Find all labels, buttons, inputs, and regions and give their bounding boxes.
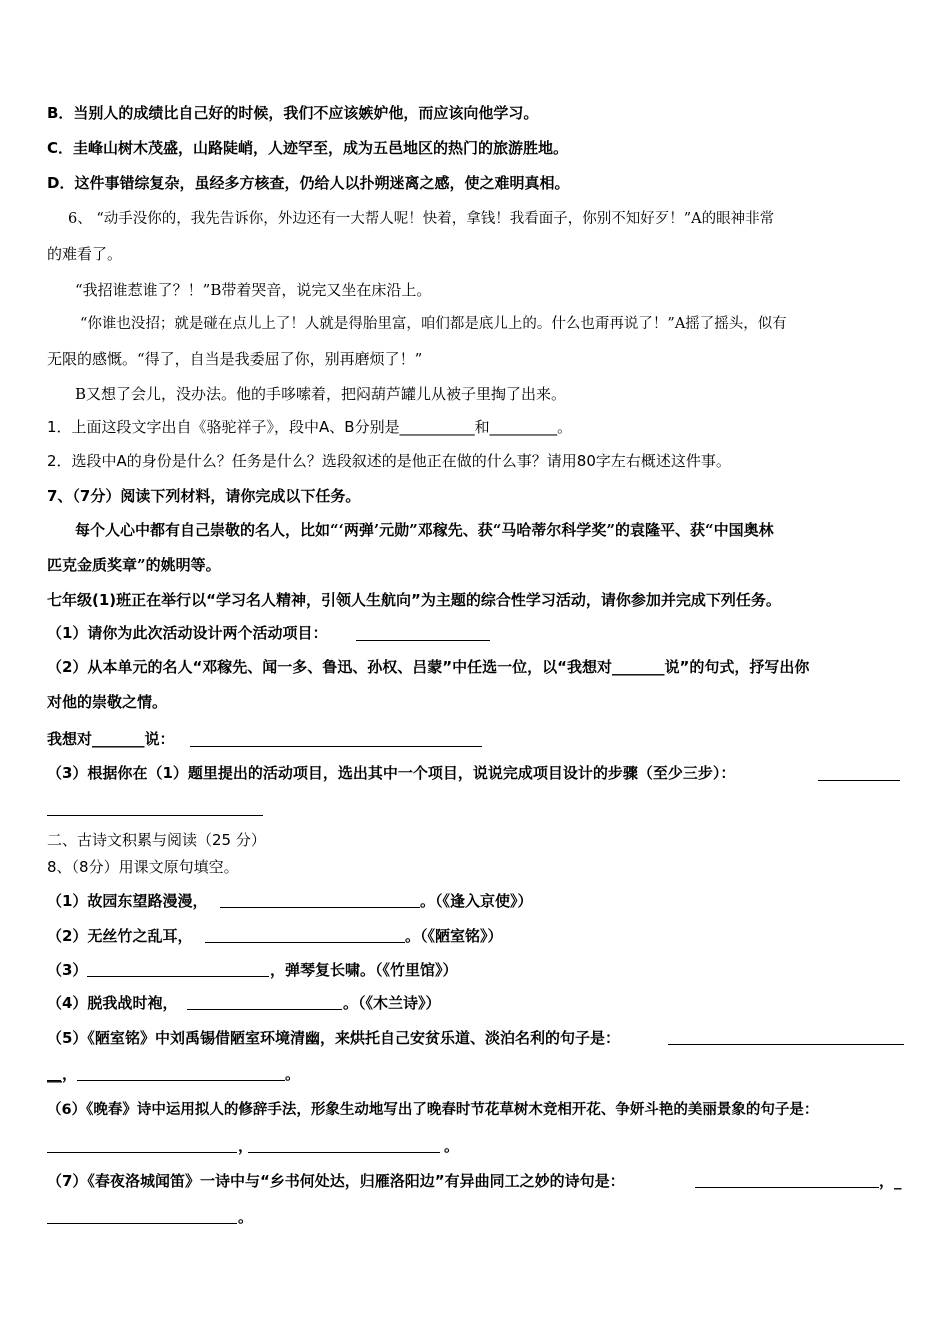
q8-item-4-prefix: （4）脱我战时袍， [47,994,178,1012]
answer-line [668,1044,904,1045]
q8-item-7: （7）《春夜洛城闻笛》一诗中与“乡书何处达，归雁洛阳边”有异曲同工之妙的诗句是： [47,1172,625,1190]
q8-item-4-suffix: 。（《木兰诗》） [343,994,441,1012]
q8-item-5-sep: __， [47,1065,78,1083]
answer-line [818,780,900,781]
option-d: D．这件事错综复杂，虽经多方核查，仍给人以扑朔迷离之感，使之难明真相。 [47,174,570,192]
q8-item-6: （6）《晚春》诗中运用拟人的修辞手法，形象生动地写出了晚春时节花草树木竞相开花、争妍斗艳的美丽景象的句子是： [47,1102,819,1118]
q8-item-5-end: 。 [285,1065,301,1083]
section-two-heading: 二、古诗文积累与阅读（25 分） [47,831,266,849]
answer-line [87,976,269,977]
q8-heading: 8、（8分）用课文原句填空。 [47,858,239,876]
answer-line [220,907,420,908]
q6-passage-line: “你谁也没招；就是碰在点儿上了！人就是得胎里富，咱们都是底儿上的。什么也甭再说了！”A摇了摇头，似有 [80,316,787,332]
option-c: C．圭峰山树木茂盛，山路陡峭，人迹罕至，成为五邑地区的热门的旅游胜地。 [47,139,569,157]
q7-heading: 7、（7分）阅读下列材料，请你完成以下任务。 [47,487,361,505]
q8-item-2-suffix: 。（《陋室铭》） [405,927,503,945]
q8-item-7-end: 。 [238,1208,254,1226]
answer-line [695,1187,879,1188]
q6-passage-line: B又想了会儿，没办法。他的手哆嗦着，把闷葫芦罐儿从被子里掏了出来。 [75,385,567,403]
q7-wish-prompt: 我想对_______说： [47,730,175,748]
q6-subquestion-2: 2．选段中A的身份是什么？任务是什么？选段叙述的是他正在做的什么事？请用80字左右概述这件事。 [47,452,731,470]
q6-passage-line: 无限的感慨。“得了，自当是我委屈了你，别再磨烦了！” [47,350,423,368]
q6-passage-line: “我招谁惹谁了？！”B带着哭音，说完又坐在床沿上。 [75,281,432,299]
option-b: B．当别人的成绩比自己好的时候，我们不应该嫉妒他，而应该向他学习。 [47,104,539,122]
q7-task-1: （1）请你为此次活动设计两个活动项目： [47,624,328,642]
q7-task-3: （3）根据你在（1）题里提出的活动项目，选出其中一个项目，说说完成项目设计的步骤（至少三步）： [47,764,736,782]
q8-item-1-prefix: （1）故园东望路漫漫， [47,892,208,910]
q7-intro: 七年级(1)班正在举行以“学习名人精神，引领人生航向”为主题的综合性学习活动，请你参加并完成下列任务。 [47,591,781,609]
q7-task-2: （2）从本单元的名人“邓稼先、闻一多、鲁迅、孙权、吕蒙”中任选一位，以“我想对_______说”的句式，抒写出你 [47,658,810,676]
q6-passage-line: 6、 “动手没你的，我先告诉你，外边还有一大帮人呢！快着，拿钱！我看面子，你别不知好歹！”A的眼神非常 [68,211,775,227]
q6-passage-line: 的难看了。 [47,245,123,263]
q8-item-2-prefix: （2）无丝竹之乱耳， [47,927,193,945]
q7-material-line: 每个人心中都有自己崇敬的名人，比如“‘两弹’元勋”邓稼先、获“马哈蒂尔科学奖”的袁隆平、获“中国奥林 [75,521,774,539]
answer-line [205,942,405,943]
answer-line [356,640,490,641]
answer-line [47,1152,237,1153]
q7-material-line: 匹克金质奖章”的姚明等。 [47,556,221,574]
q8-item-7-sep: ，_ [879,1172,902,1190]
q8-item-3-suffix: ，弹琴复长啸。（《竹里馆》） [270,961,458,979]
q8-item-6-sep: ， [238,1137,254,1155]
q6-subquestion-1: 1．上面这段文字出自《骆驼祥子》，段中A、B分别是__________和_________。 [47,418,573,436]
q8-item-5: （5）《陋室铭》中刘禹锡借陋室环境清幽，来烘托自己安贫乐道、淡泊名利的句子是： [47,1029,620,1047]
answer-line [47,815,263,816]
q8-item-1-suffix: 。（《逢入京使》） [420,892,533,910]
answer-line [190,746,482,747]
q8-item-3-prefix: （3） [47,961,88,979]
q7-task-2-cont: 对他的崇敬之情。 [47,693,168,711]
answer-line [47,1223,237,1224]
answer-line [248,1152,440,1153]
answer-line [77,1080,285,1081]
answer-line [187,1009,342,1010]
q8-item-6-end: 。 [444,1137,460,1155]
